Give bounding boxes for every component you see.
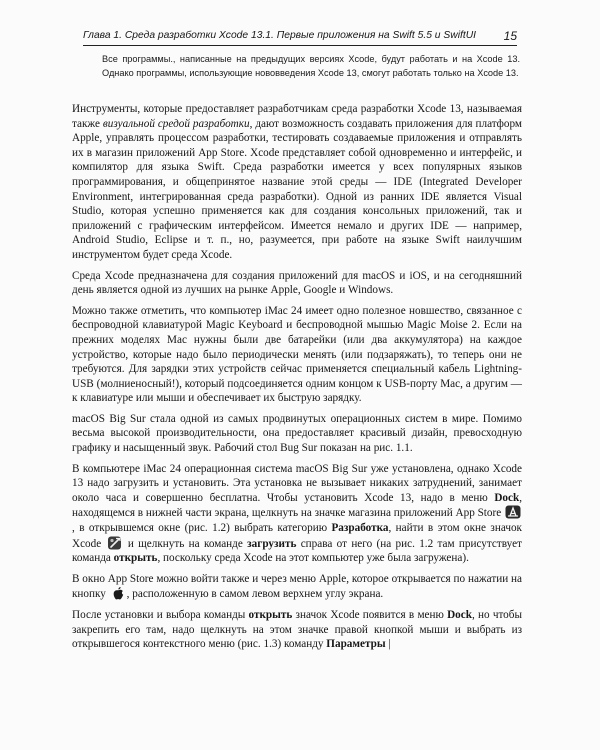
category-development: Разработка (331, 522, 389, 535)
main-text (72, 102, 522, 652)
xcode-icon (107, 536, 123, 550)
menu-dock: Dock (494, 491, 520, 504)
apple-logo-icon (110, 586, 126, 600)
paragraph-2: Среда Xcode предназначена для создания приложений для macOS и iOS, и на сегодняшний день является одной из лучших на рынке Apple, Google и Windows. (72, 269, 522, 297)
version-note: Все программы., написанные на предыдущих версиях Xcode, будут работать и на Xcode 13. Однако программы, использующие нововведения Xcode 13, смогут работать только на Xcode 13. (102, 54, 520, 78)
command-open-2: открыть (248, 609, 293, 621)
paragraph-7: После установки и выбора команды открыть значок Xcode появится в меню Dock, но чтобы закрепить его там, надо щелкнуть на этом значке правой кнопкой мыши и выбрать из открывшегося контекстного меню (рис. 1.3) команду Параметры | (72, 609, 522, 651)
command-download: загрузить (247, 537, 297, 550)
menu-dock-2: Dock (447, 609, 472, 621)
paragraph-5: В компьютере iMac 24 операционная система macOS Big Sur уже установлена, однако Xcode 13 надо загрузить и установить. Эта установка не вызывает никаких затруднений, занимает около часа и совершенно бесплатна. Чтобы установить Xcode 13, надо в меню Dock, находящемся в нижней части экрана, щелкнуть на значке магазина приложений App Store , в открывшемся окне (рис. 1.2) выбрать категорию Разработка, найти в этом окне значок Xcode и щелкнуть на команде загрузить справа от него (на рис. 1.2 там присутствует команда открыть, поскольку среда Xcode на этот компьютер уже была загружена). (72, 462, 522, 565)
paragraph-6: В окно App Store можно войти также и через меню Apple, которое открывается по нажатии на кнопку , расположенную в самом левом верхнем углу экрана. (72, 572, 522, 601)
emphasis-term: визуальной средой разработки (102, 117, 250, 130)
running-header (83, 29, 517, 46)
page-number: 15 (503, 29, 517, 43)
command-parameters: Параметры (326, 638, 386, 651)
chapter-title: Глава 1. Среда разработки Xcode 13.1. Первые приложения на Swift 5.5 и SwiftUI (83, 30, 476, 41)
command-open: открыть (113, 552, 158, 565)
paragraph-3: Можно также отметить, что компьютер iMac 24 имеет одно полезное новшество, связанное с беспроводной клавиатурой Magic Keyboard и беспроводной мышью Magic Moise 2. Если на прежних моделях Mac нужны были две батарейки (или два аккумулятора) на каждое устройство, которые надо было периодически менять (или подзаряжать), то теперь они не требуются. Для зарядки этих устройств сейчас применяется специальный кабель Lightning-USB (молниеносный!), который подсоединяется одним концом к USB-порту Mac, а другим — к клавиатуре или мыши и обеспечивает их быструю зарядку. (72, 304, 522, 405)
paragraph-1: Инструменты, которые предоставляет разработчикам среда разработки Xcode 13, называемая также визуальной средой разработки, дают возможность создавать приложения для платформ Apple, управлять процессом разработки, тестировать создаваемые приложения и отправлять их в магазин приложений App Store. Xcode представляет собой одновременно и интерфейс, и компилятор для языка Swift. Среда разработки имеется у всех популярных языков программирования, и общепринятое название этой среды — IDE (Integrated Developer Environment, интегрированная среда разработки). Одной из ранних IDE является Visual Studio, которая успешно применяется как для создания консольных приложений, так и приложений с графическим интерфейсом. Имеется немало и других IDE — например, Android Studio, Eclipse и т. п., но, разумеется, при работе на языке Swift наилучшим инструментом будет среда Xcode. (72, 103, 522, 261)
app-store-icon (505, 505, 521, 519)
paragraph-4: macOS Big Sur стала одной из самых продвинутых операционных систем в мире. Помимо весьма высокой производительности, она предоставляет красивый дизайн, превосходную графику и насыщенный звук. Рабочий стол Bug Sur показан на рис. 1.1. (72, 412, 522, 455)
